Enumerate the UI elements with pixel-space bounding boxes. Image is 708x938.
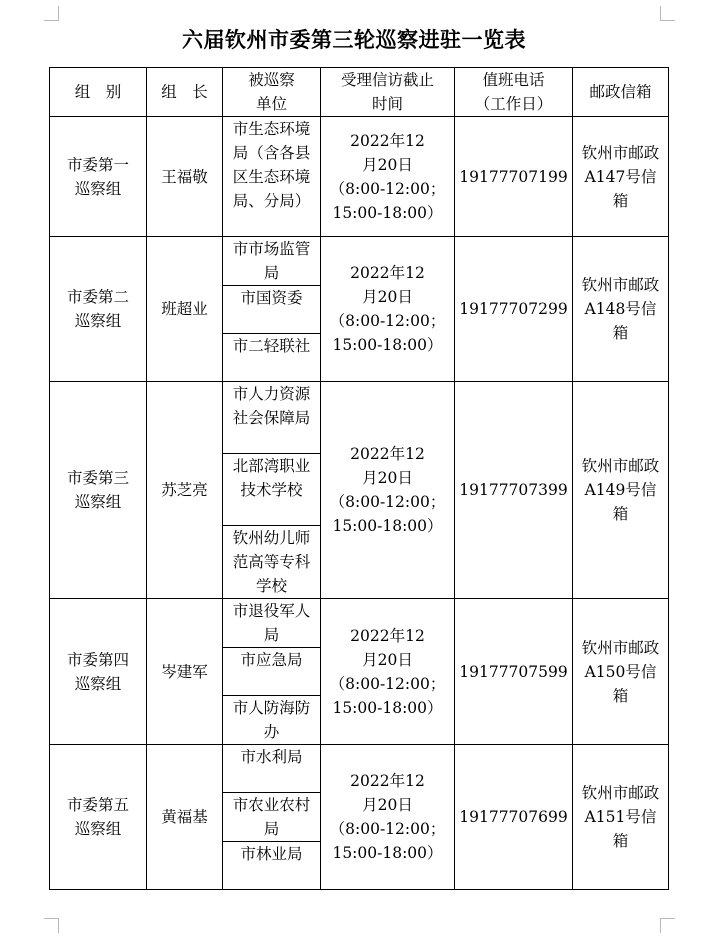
- table-row: [50, 599, 669, 648]
- table-row: [50, 237, 669, 286]
- unit-cell: 市生态环境局（含各县区生态环境局、分局）: [223, 117, 321, 237]
- mailbox-cell: 钦州市邮政A151号信箱: [573, 745, 669, 890]
- unit-cell: 市市场监管局: [223, 237, 321, 286]
- deadline-cell: [321, 599, 455, 745]
- unit-cell: 市水利局: [223, 745, 321, 793]
- crop-mark-top-right: [660, 6, 675, 21]
- table-body: [50, 117, 669, 890]
- deadline-cell: [321, 745, 455, 890]
- header-group: 组 别: [50, 68, 147, 117]
- group-name-cell: 市委第五巡察组: [50, 745, 147, 890]
- crop-mark-bottom-right: [660, 918, 675, 933]
- deadline-afternoon: 15:00-18:00）: [332, 517, 443, 535]
- phone-cell: 19177707699: [455, 745, 573, 890]
- deadline-morning: （8:00-12:00；: [329, 179, 446, 198]
- group-name-cell: 市委第三巡察组: [50, 382, 147, 599]
- unit-cell: 市二轻联社: [223, 334, 321, 382]
- deadline-morning: （8:00-12:00；: [329, 674, 446, 693]
- deadline-morning: （8:00-12:00；: [329, 493, 446, 511]
- inspection-table: [49, 67, 669, 890]
- unit-cell: 市农业农村局: [223, 793, 321, 842]
- deadline-morning: （8:00-12:00；: [329, 312, 446, 330]
- phone-cell: 19177707399: [455, 382, 573, 599]
- deadline-afternoon: 15:00-18:00）: [332, 336, 443, 354]
- leader-cell: 王福敬: [147, 117, 223, 237]
- deadline-afternoon: 15:00-18:00）: [332, 844, 443, 862]
- page-title: 六届钦州市委第三轮巡察进驻一览表: [182, 27, 526, 52]
- header-row: [50, 68, 669, 117]
- unit-cell: 北部湾职业技术学校: [223, 454, 321, 526]
- group-name-cell: 市委第二巡察组: [50, 237, 147, 382]
- table-row: [50, 745, 669, 793]
- header-unit: 被巡察单位: [223, 68, 321, 117]
- deadline-date: 2022年12月20日: [350, 131, 425, 174]
- table-row: [50, 117, 669, 237]
- leader-cell: 苏芝亮: [147, 382, 223, 599]
- leader-cell: 班超业: [147, 237, 223, 382]
- mailbox-cell: 钦州市邮政A148号信箱: [573, 237, 669, 382]
- deadline-morning: （8:00-12:00；: [329, 820, 446, 838]
- unit-cell: 钦州幼儿师范高等专科学校: [223, 526, 321, 599]
- deadline-cell: [321, 117, 455, 237]
- crop-mark-bottom-left: [44, 918, 59, 933]
- unit-cell: 市退役军人局: [223, 599, 321, 648]
- deadline-afternoon: 15:00-18:00）: [332, 698, 443, 717]
- header-mailbox: 邮政信箱: [573, 68, 669, 117]
- phone-cell: 19177707199: [455, 117, 573, 237]
- unit-cell: 市林业局: [223, 842, 321, 890]
- leader-cell: 岑建军: [147, 599, 223, 745]
- header-phone: 值班电话（工作日）: [455, 68, 573, 117]
- deadline-cell: [321, 237, 455, 382]
- deadline-afternoon: 15:00-18:00）: [332, 203, 443, 222]
- table-row: [50, 382, 669, 454]
- deadline-date: 2022年12月20日: [350, 772, 425, 814]
- phone-cell: 19177707299: [455, 237, 573, 382]
- mailbox-cell: 钦州市邮政A147号信箱: [573, 117, 669, 237]
- group-name-cell: 市委第四巡察组: [50, 599, 147, 745]
- deadline-date: 2022年12月20日: [350, 264, 425, 306]
- unit-cell: 市应急局: [223, 648, 321, 696]
- group-name-cell: 市委第一巡察组: [50, 117, 147, 237]
- header-leader: 组 长: [147, 68, 223, 117]
- deadline-cell: [321, 382, 455, 599]
- unit-cell: 市人力资源社会保障局: [223, 382, 321, 454]
- mailbox-cell: 钦州市邮政A149号信箱: [573, 382, 669, 599]
- leader-cell: 黄福基: [147, 745, 223, 890]
- crop-mark-top-left: [44, 6, 59, 21]
- mailbox-cell: 钦州市邮政A150号信箱: [573, 599, 669, 745]
- phone-cell: 19177707599: [455, 599, 573, 745]
- deadline-date: 2022年12月20日: [350, 445, 425, 487]
- header-deadline: 受理信访截止时间: [321, 68, 455, 117]
- deadline-date: 2022年12月20日: [350, 626, 425, 669]
- unit-cell: 市国资委: [223, 286, 321, 334]
- unit-cell: 市人防海防办: [223, 696, 321, 745]
